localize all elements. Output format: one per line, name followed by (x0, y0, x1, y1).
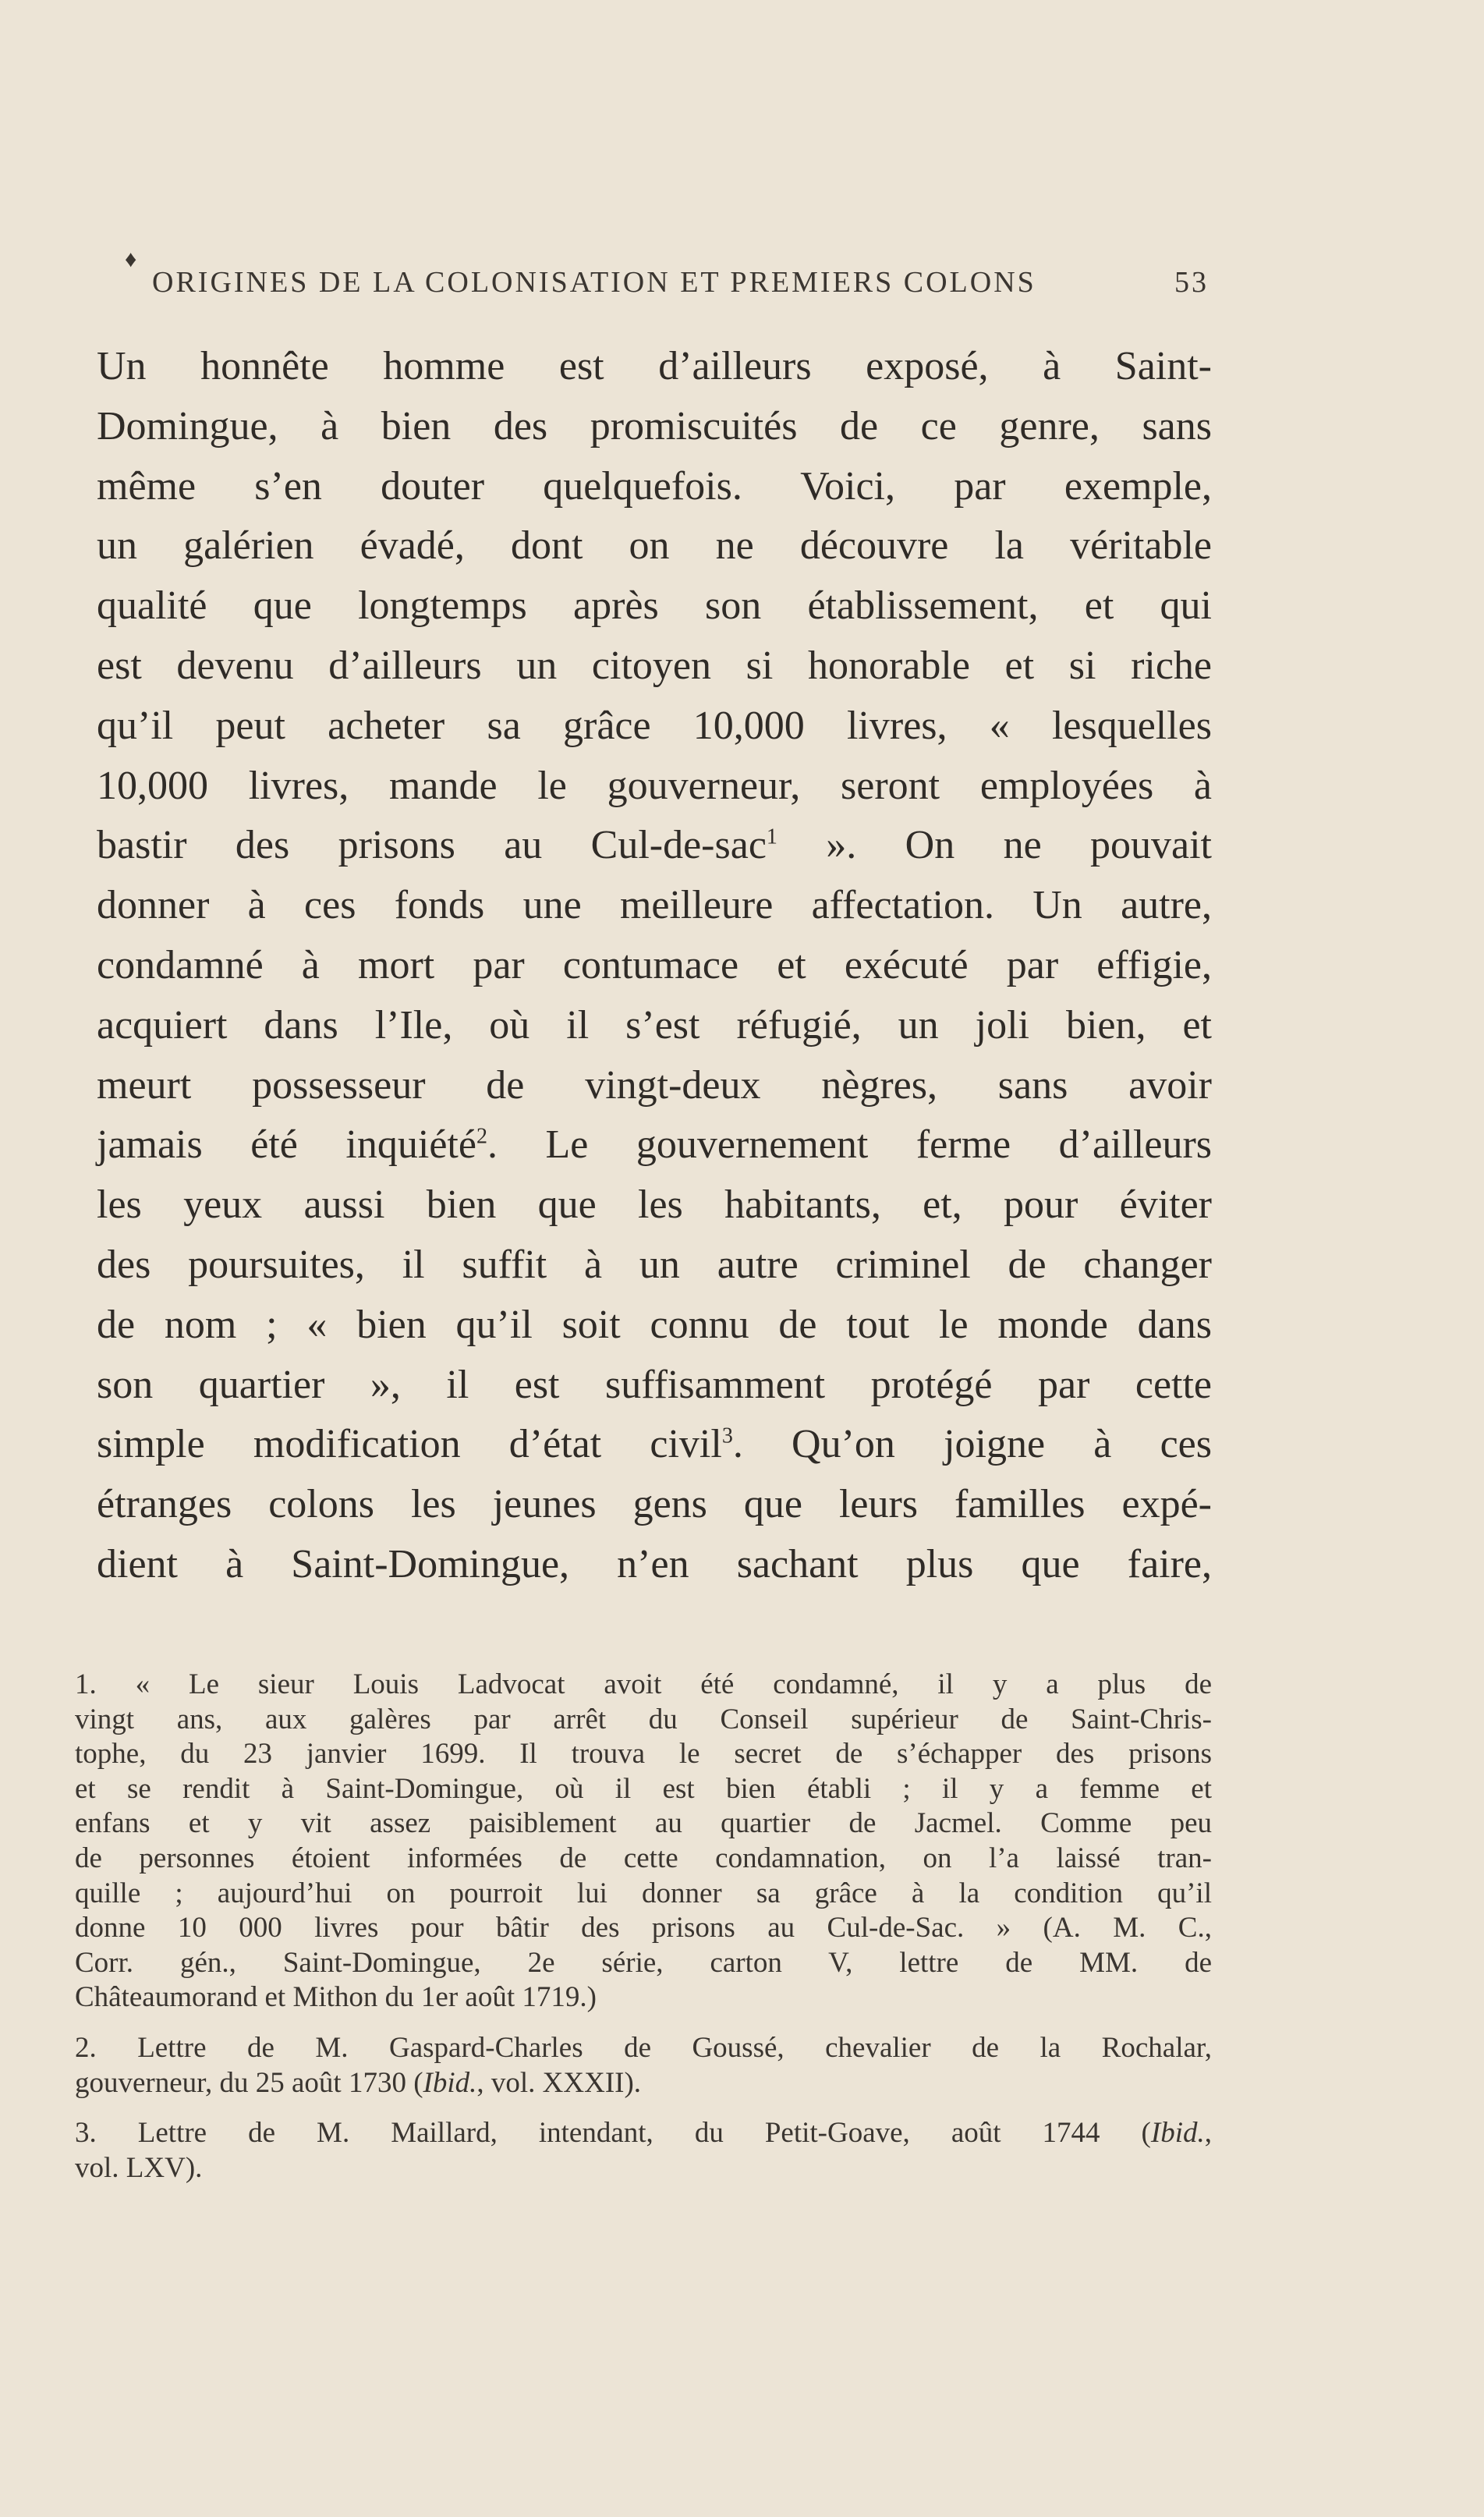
footnote-line: de personnes étoient informées de cette condamnation, on l’a laissé tran- (75, 1842, 1212, 1874)
text-segment: . Qu’on joigne à ces (732, 1422, 1212, 1467)
footnote-line: 2. Lettre de M. Gaspard-Charles de Goussé, chevalier de la Rochalar, (75, 2031, 1212, 2064)
page-number: 53 (1174, 266, 1209, 299)
footnote-gap (75, 2100, 1212, 2116)
text-segment: jamais été inquiété (97, 1122, 476, 1168)
footnote-line: quille ; aujourd’hui on pourroit lui donner sa grâce à la condition qu’il (75, 1877, 1212, 1909)
footnote-line: enfans et y vit assez paisiblement au quartier de Jacmel. Comme peu (75, 1807, 1212, 1840)
footnotes (75, 1668, 1212, 2186)
footnote-segment: 3. Lettre de M. Maillard, intendant, du Petit-Goave, août 1744 ( (75, 2117, 1151, 2150)
text-segment: bastir des prisons au Cul-de-sac (97, 823, 767, 868)
text-line: Un honnête homme est d’ailleurs exposé, à Saint- (97, 344, 1212, 388)
footnote-gap (75, 2015, 1212, 2031)
footnote-3 (75, 2116, 1212, 2186)
footnote-line: vol. LXV). (75, 2151, 203, 2184)
text-line: qualité que longtemps après son établissement, et qui (97, 583, 1212, 629)
text-segment: simple modification d’état civil (97, 1422, 722, 1467)
text-line: des poursuites, il suffit à un autre criminel de changer (97, 1242, 1212, 1287)
text-line: donner à ces fonds une meilleure affectation. Un autre, (97, 883, 1212, 928)
footnote-line: donne 10 000 livres pour bâtir des prisons au Cul-de-Sac. » (A. M. C., (75, 1912, 1212, 1944)
text-line: condamné à mort par contumace et exécuté par effigie, (97, 942, 1212, 987)
footnote-line (75, 2066, 1212, 2101)
running-title: ORIGINES DE LA COLONISATION ET PREMIERS COLONS (152, 266, 1036, 299)
text-line: son quartier », il est suffisamment protégé par cette (97, 1362, 1212, 1407)
text-line: dient à Saint-Domingue, n’en sachant plus que faire, (97, 1541, 1212, 1586)
footnote-ref-3: 3 (721, 1424, 733, 1449)
footnote-segment: gouverneur, du 25 août 1730 ( (75, 2066, 423, 2099)
text-line (97, 1115, 1212, 1175)
footnote-ref-2: 2 (476, 1125, 487, 1150)
footnote-line: 1. « Le sieur Louis Ladvocat avoit été condamné, il y a plus de (75, 1668, 1212, 1700)
text-line: étranges colons les jeunes gens que leurs familles expé- (97, 1482, 1212, 1527)
running-head (125, 246, 1209, 312)
footnote-2 (75, 2031, 1212, 2100)
footnote-line: Corr. gén., Saint-Domingue, 2e série, carton V, lettre de MM. de (75, 1946, 1212, 1979)
text-segment: . Le gouvernement ferme d’ailleurs (487, 1122, 1212, 1168)
text-line (97, 816, 1212, 876)
footnote-line: vingt ans, aux galères par arrêt du Conseil supérieur de Saint-Chris- (75, 1703, 1212, 1735)
footnote-segment: , (1204, 2117, 1212, 2150)
text-line: un galérien évadé, dont on ne découvre la véritable (97, 523, 1212, 569)
text-line: qu’il peut acheter sa grâce 10,000 livres, « lesquelles (97, 703, 1212, 748)
main-text (97, 337, 1212, 1595)
footnote-1 (75, 1668, 1212, 2015)
text-line: meurt possesseur de vingt-deux nègres, sans avoir (97, 1062, 1212, 1108)
footnote-line: Châteaumorand et Mithon du 1er août 1719.) (75, 1981, 597, 2014)
text-line: les yeux aussi bien que les habitants, et, pour éviter (97, 1182, 1212, 1228)
footnote-italic: Ibid. (1150, 2117, 1205, 2150)
footnote-ref-1: 1 (766, 825, 777, 850)
text-line: de nom ; « bien qu’il soit connu de tout le monde dans (97, 1302, 1212, 1347)
footnote-italic: Ibid. (423, 2066, 477, 2099)
text-line (97, 1415, 1212, 1475)
text-line: même s’en douter quelquefois. Voici, par exemple, (97, 463, 1212, 509)
text-line: acquiert dans l’Ile, où il s’est réfugié, un joli bien, et (97, 1002, 1212, 1048)
text-line: 10,000 livres, mande le gouverneur, seront employées à (97, 763, 1212, 808)
footnote-segment: , vol. XXXII). (476, 2066, 642, 2099)
footnote-line: tophe, du 23 janvier 1699. Il trouva le secret de s’échapper des prisons (75, 1738, 1212, 1771)
text-line: est devenu d’ailleurs un citoyen si honorable et si riche (97, 643, 1212, 688)
footnote-line: et se rendit à Saint-Domingue, où il est bien établi ; il y a femme et (75, 1772, 1212, 1805)
text-segment: ». On ne pouvait (777, 823, 1213, 868)
text-line: Domingue, à bien des promiscuités de ce genre, sans (97, 403, 1212, 448)
footnote-line (75, 2116, 1212, 2151)
ornament-icon: ♦ (125, 246, 140, 272)
